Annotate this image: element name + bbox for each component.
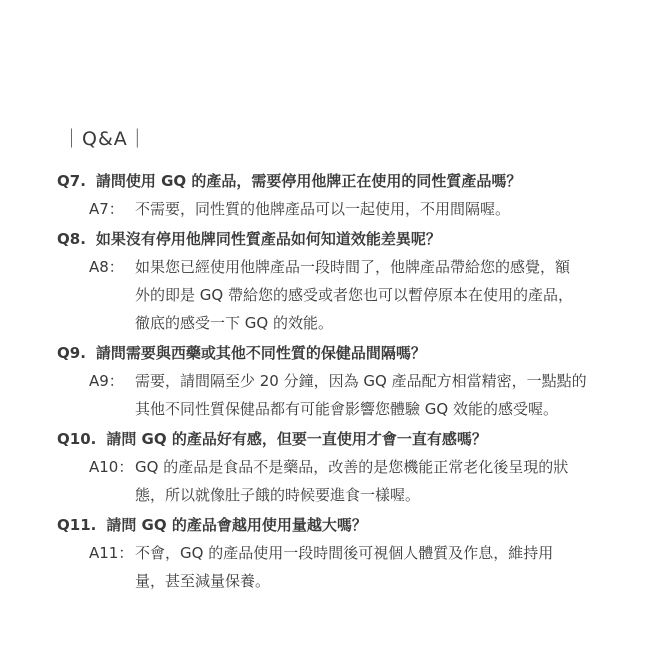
question-number: Q8. (57, 230, 86, 248)
answer-line: 態，所以就像肚子餓的時候要進食一樣喔。 (135, 486, 421, 504)
question-number: Q10. (57, 430, 97, 448)
answer-number: A8： (89, 258, 124, 276)
answer (89, 539, 657, 595)
answer-line: 需要，請間隔至少 20 分鐘，因為 GQ 產品配方相當精密，一點點的 (135, 372, 587, 390)
question-text: 請問 GQ 的產品好有感，但要一直使用才會一直有感嗎？ (106, 430, 487, 448)
answer-number: A10： (89, 458, 134, 476)
answer-line: 徹底的感受一下 GQ 的效能。 (135, 314, 333, 332)
qa-item-9 (57, 343, 657, 423)
question-number: Q9. (57, 344, 86, 362)
qa-item-8 (57, 229, 657, 337)
question-number: Q11. (57, 516, 97, 534)
qa-list (57, 171, 657, 601)
answer-number: A7： (89, 200, 124, 218)
answer-number: A11： (89, 544, 134, 562)
answer-line: 不會，GQ 的產品使用一段時間後可視個人體質及作息，維持用 (135, 544, 554, 562)
question-text: 請問需要與西藥或其他不同性質的保健品間隔嗎？ (95, 344, 426, 362)
answer-number: A9： (89, 372, 124, 390)
answer-line: 不需要，同性質的他牌產品可以一起使用，不用間隔喔。 (135, 200, 511, 218)
answer (89, 367, 657, 423)
answer-line: 其他不同性質保健品都有可能會影響您體驗 GQ 效能的感受喔。 (135, 400, 558, 418)
answer (89, 195, 657, 223)
question (57, 429, 657, 449)
section-heading: ｜Q&A｜ (62, 128, 148, 150)
answer (89, 253, 657, 337)
qa-item-7 (57, 171, 657, 223)
answer (89, 453, 657, 509)
answer-line: 如果您已經使用他牌產品一段時間了，他牌產品帶給您的感覺，額 (135, 258, 571, 276)
question-text: 請問 GQ 的產品會越用使用量越大嗎？ (106, 516, 367, 534)
qa-item-11 (57, 515, 657, 595)
qa-item-10 (57, 429, 657, 509)
question (57, 343, 657, 363)
question-text: 如果沒有停用他牌同性質產品如何知道效能差異呢？ (95, 230, 441, 248)
question-text: 請問使用 GQ 的產品，需要停用他牌正在使用的同性質產品嗎？ (95, 172, 522, 190)
question (57, 515, 657, 535)
question (57, 171, 657, 191)
question-number: Q7. (57, 172, 86, 190)
answer-line: GQ 的產品是食品不是藥品，改善的是您機能正常老化後呈現的狀 (135, 458, 569, 476)
answer-line: 量，甚至減量保養。 (135, 572, 271, 590)
answer-line: 外的即是 GQ 帶給您的感受或者您也可以暫停原本在使用的產品， (135, 286, 573, 304)
question (57, 229, 657, 249)
